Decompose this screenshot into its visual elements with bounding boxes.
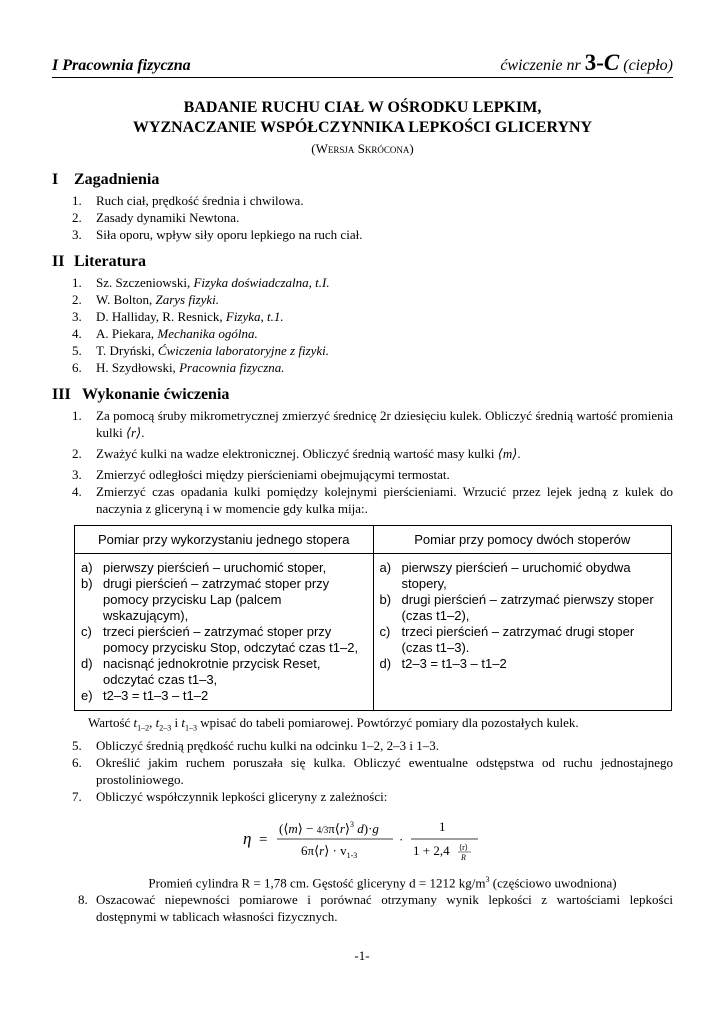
section-heading-zagadnienia: I Zagadnienia (52, 171, 160, 188)
section-heading-literatura: II Literatura (52, 253, 146, 270)
header-course: I Pracownia fizyczna (52, 57, 191, 74)
constants-note: Promień cylindra R = 1,78 cm. Gęstość gliceryny d = 1212 $kg/m^3$ (częściowo uwodniona) (148, 874, 617, 890)
svg-text:(⟨m⟩ − 4/3π⟨r⟩3 d)·g: (⟨m⟩ − 4/3π⟨r⟩$^3$ d)·g (278, 819, 379, 836)
procedure-list-continued (52, 737, 673, 805)
list-item: 5. Obliczyć średnią prędkość ruchu kulki na odcinku 1–2, 2–3 i 1–3. (72, 737, 439, 753)
list-item: 3. Zmierzyć odległości między pierścieniami obejmującymi termostat. (72, 467, 450, 482)
measurement-table (74, 525, 672, 711)
list-item: 2. Zasady dynamiki Newtona. (72, 210, 240, 225)
list-item: 8. Oszacować niepewności pomiarowe i porównać otrzymany wynik lepkości z wartościami lepkości dostępnymi w tablicach własności fizycznych. (78, 891, 673, 924)
list-item: b) drugi pierścień – zatrzymać stoper przy pomocy przycisku Lap (palcem wskazującym), (81, 576, 330, 623)
document-title: BADANIE RUCHU CIAŁ W OŚRODKU LEPKIM, WYZNACZANIE WSPÓŁCZYNNIKA LEPKOŚCI GLICERYNY (132, 99, 593, 136)
list-item: 4. Zmierzyć czas opadania kulki pomiędzy kolejnymi pierścieniami. Wrzucić przez lejek jedną z kulek do naczynia z gliceryną i w momencie gdy kulka mija:. (72, 484, 673, 516)
procedure-list (52, 407, 673, 517)
page-header (52, 50, 673, 78)
list-item: 2. Zważyć kulki na wadze elektronicznej. Obliczyć średnią wartość masy kulki ⟨m⟩. (72, 446, 521, 461)
svg-text:6π⟨r⟩ · v1-3: 6π⟨r⟩ · $v_{1-3}$ (300, 842, 357, 860)
list-item: 7. Obliczyć współczynnik lepkości gliceryny z zależności: (72, 788, 388, 804)
svg-text:1 + 2,4: 1 + 2,4 (412, 842, 450, 858)
document-page (52, 50, 673, 925)
procedure-list-final (52, 891, 673, 925)
list-item: 6. H. Szydłowski, Pracownia fizyczna. (72, 360, 285, 375)
list-item: a) pierwszy pierścień – uruchomić obydwa stopery, (379, 560, 631, 591)
section-heading-wykonanie: III Wykonanie ćwiczenia (52, 386, 230, 403)
page-number: -1- (354, 948, 370, 963)
list-item: d) t2–3 = t1–3 – t1–2 (379, 656, 507, 671)
topics-list (52, 192, 673, 243)
svg-text:·: · (398, 831, 403, 847)
list-item: 1. Ruch ciał, prędkość średnia i chwilowa. (72, 193, 304, 208)
list-item: 4. A. Piekara, Mechanika ogólna. (72, 326, 258, 341)
list-item: 5. T. Dryński, Ćwiczenia laboratoryjne z fizyki. (72, 343, 330, 358)
list-item: c) trzeci pierścień – zatrzymać stoper przy pomocy przycisku Stop, odczytać czas t1–2, (81, 624, 359, 655)
header-exercise: ćwiczenie nr 3-C (ciepło) (500, 50, 673, 75)
table-header: Pomiar przy wykorzystaniu jednego stopera (75, 526, 374, 554)
svg-text:⟨r⟩: ⟨r⟩ (458, 842, 468, 852)
list-item: 6. Określić jakim ruchem poruszała się kulka. Obliczyć ewentualne odstępstwa od ruchu jednostajnego prostoliniowego. (72, 754, 673, 787)
table-note: Wartość $t_{1-2}$, $t_{2-3}$ i $t_{1-3}$ wpisać do tabeli pomiarowej. Powtórzyć pomiary dla pozostałych kulek. (88, 715, 579, 733)
literature-list (52, 274, 673, 376)
svg-text:1: 1 (438, 818, 445, 834)
table-cell (75, 554, 374, 711)
list-item: e) t2–3 = t1–3 – t1–2 (81, 688, 209, 703)
list-item: 3. D. Halliday, R. Resnick, Fizyka, t.1. (72, 309, 284, 324)
list-item: 3. Siła oporu, wpływ siły oporu lepkiego na ruch ciał. (72, 227, 363, 242)
table-header: Pomiar przy pomocy dwóch stoperów (373, 526, 672, 554)
list-item: d) nacisnąć jednokrotnie przycisk Reset, odczytać czas t1–3, (81, 656, 321, 687)
formula-graphic (233, 813, 493, 865)
list-item: 1. Sz. Szczeniowski, Fizyka doświadczalna, t.I. (72, 275, 330, 290)
list-item: c) trzeci pierścień – zatrzymać drugi stoper (czas t1–3). (379, 624, 635, 655)
list-item: a) pierwszy pierścień – uruchomić stoper, (81, 560, 327, 575)
list-item: 2. W. Bolton, Zarys fizyki. (72, 292, 220, 307)
table-cell (373, 554, 672, 711)
list-item: 1. Za pomocą śruby mikrometrycznej zmierzyć średnicę 2r dziesięciu kulek. Obliczyć średnią wartość promienia kulki ⟨r⟩. (72, 408, 673, 440)
document-subtitle: (Wersja Skrócona) (311, 141, 414, 156)
svg-text:=: = (258, 831, 267, 848)
svg-text:η: η (242, 828, 251, 848)
viscosity-formula (52, 813, 673, 865)
list-item: b) drugi pierścień – zatrzymać pierwszy stoper (czas t1–2), (379, 592, 654, 623)
svg-text:R: R (460, 852, 466, 862)
